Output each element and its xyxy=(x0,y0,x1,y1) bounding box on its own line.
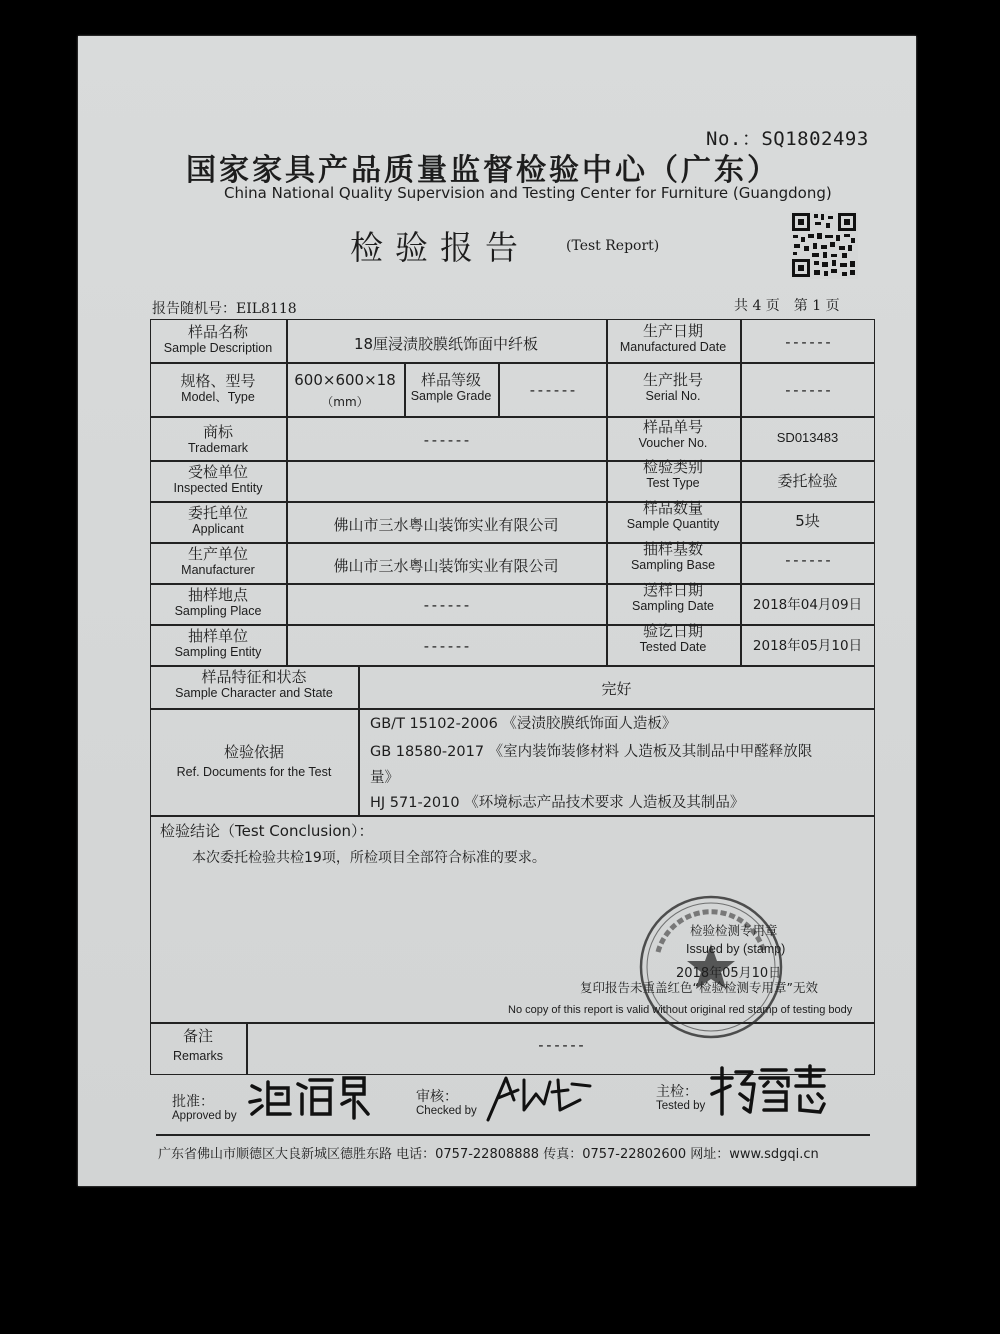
value-sample-description: 18厘浸渍胶膜纸饰面中纤板 xyxy=(353,335,539,353)
org-name-cn: 国家家具产品质量监督检验中心（广东） xyxy=(186,153,780,188)
label-inspected-entity: 受检单位 Inspected Entity xyxy=(173,463,263,496)
qr-code-icon xyxy=(790,211,858,279)
row-divider xyxy=(150,815,875,817)
value-model-type: 600×600×18 （mm） xyxy=(294,371,396,409)
footer-divider xyxy=(156,1134,870,1136)
approver-signature xyxy=(246,1070,371,1122)
ref-doc-1: GB/T 15102-2006 《浸渍胶膜纸饰面人造板》 xyxy=(370,716,677,732)
ref-doc-2-cont: 量》 xyxy=(370,770,399,786)
row-divider xyxy=(150,362,875,364)
label-sampling-place: 抽样地点 Sampling Place xyxy=(174,586,262,619)
label-sample-grade: 样品等级 Sample Grade xyxy=(410,371,492,404)
label-sample-character: 样品特征和状态 Sample Character and State xyxy=(175,668,333,701)
stamp-label: 检验检测专用章 xyxy=(690,923,778,938)
row-divider xyxy=(150,542,875,544)
label-ref-documents: 检验依据 Ref. Documents for the Test xyxy=(176,743,332,780)
value-sampling-entity: ------ xyxy=(421,637,471,655)
label-manufacturer: 生产单位 Manufacturer xyxy=(181,545,255,578)
label-applicant: 委托单位 Applicant xyxy=(187,504,248,537)
footer-contact: 广东省佛山市顺德区大良新城区德胜东路 电话：0757-22808888 传真：0757-22802600 网址：www.sdgqi.cn xyxy=(158,1147,819,1162)
tested-label: 主检： Tested by xyxy=(656,1084,706,1113)
copy-notice-en: No copy of this report is valid without original red stamp of testing body xyxy=(508,1004,853,1016)
ref-doc-3: HJ 571-2010 《环境标志产品技术要求 人造板及其制品》 xyxy=(370,795,745,811)
label-sampling-base: 抽样基数 Sampling Base xyxy=(630,540,716,573)
ref-doc-2: GB 18580-2017 《室内装饰装修材料 人造板及其制品中甲醛释放限 xyxy=(370,744,813,760)
copy-notice-cn: 复印报告未重盖红色“检验检测专用章”无效 xyxy=(580,980,818,995)
report-title: 检验报告 xyxy=(350,228,530,267)
checked-label: 审核： Checked by xyxy=(416,1089,477,1118)
value-sample-grade: ------ xyxy=(527,381,577,399)
row-divider xyxy=(150,708,875,710)
value-sampling-date: 2018年04月09日 xyxy=(752,597,863,613)
value-sample-character: 完好 xyxy=(601,680,632,698)
label-model-type: 规格、型号 Model、Type xyxy=(180,372,256,405)
label-voucher-no: 样品单号 Voucher No. xyxy=(638,418,708,451)
value-sample-quantity: 5块 xyxy=(795,512,820,530)
conclusion-text: 本次委托检验共检19项，所检项目全部符合标准的要求。 xyxy=(192,850,546,866)
label-sampling-entity: 抽样单位 Sampling Entity xyxy=(174,627,262,660)
label-trademark: 商标 Trademark xyxy=(188,423,248,456)
label-sample-description: 样品名称 Sample Description xyxy=(163,323,273,356)
tester-signature xyxy=(708,1062,832,1120)
row-divider xyxy=(150,624,875,626)
label-serial-no: 生产批号 Serial No. xyxy=(642,371,703,404)
value-test-type: 委托检验 xyxy=(777,472,838,490)
label-test-type: 检验类别 Test Type xyxy=(642,458,703,491)
org-name-en: China National Quality Supervision and Testing Center for Furniture (Guangdong) xyxy=(224,184,832,202)
value-voucher-no: SD013483 xyxy=(776,430,839,445)
report-number: No.：SQ1802493 xyxy=(706,128,869,150)
stamp-issued-by: Issued by (stamp) xyxy=(686,942,786,956)
approved-label: 批准： Approved by xyxy=(172,1094,237,1123)
stamp-date: 2018年05月10日 xyxy=(676,966,782,981)
value-trademark: ------ xyxy=(421,431,471,449)
label-tested-date: 验讫日期 Tested Date xyxy=(639,622,707,655)
report-title-en: (Test Report) xyxy=(566,238,660,254)
row-divider xyxy=(150,665,875,667)
conclusion-title: 检验结论（Test Conclusion）： xyxy=(160,822,374,840)
checker-signature xyxy=(484,1070,594,1124)
value-manufactured-date: ------ xyxy=(783,333,832,351)
row-divider xyxy=(150,416,875,418)
row-divider xyxy=(150,583,875,585)
value-applicant: 佛山市三水粤山装饰实业有限公司 xyxy=(333,516,559,534)
label-sample-quantity: 样品数量 Sample Quantity xyxy=(626,499,720,532)
col-divider xyxy=(740,319,742,665)
label-sampling-date: 送样日期 Sampling Date xyxy=(632,581,714,614)
value-manufacturer: 佛山市三水粤山装饰实业有限公司 xyxy=(333,557,559,575)
label-remarks: 备注 Remarks xyxy=(172,1027,223,1064)
value-serial-no: ------ xyxy=(783,381,832,399)
page-info: 共 4 页 第 1 页 xyxy=(734,298,840,314)
value-tested-date: 2018年05月10日 xyxy=(752,638,863,654)
report-serial: 报告随机号：EIL8118 xyxy=(152,301,297,317)
row-divider xyxy=(150,460,875,462)
value-sampling-place: ------ xyxy=(421,596,471,614)
row-divider xyxy=(150,501,875,503)
label-manufactured-date: 生产日期 Manufactured Date xyxy=(619,322,727,355)
value-remarks: ------ xyxy=(536,1036,585,1054)
value-sampling-base: ------ xyxy=(783,551,832,569)
